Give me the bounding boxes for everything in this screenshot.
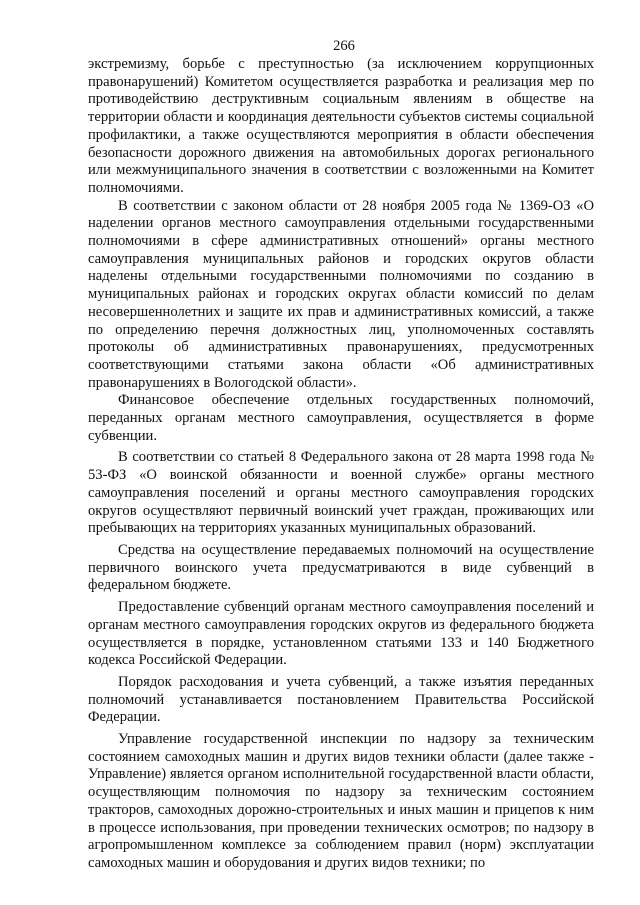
paragraph-4: В соответствии со статьей 8 Федерального закона от 28 марта 1998 года № 53-ФЗ «О воинской обязанности и военной службе» органы местного самоуправления поселений и органы местного самоуправления городских округов осуществляют первичный воинский учет граждан, проживающих или пребывающих на территориях указанных муниципальных образований. [88,449,594,537]
paragraph-8: Управление государственной инспекции по надзору за техническим состоянием самоходных машин и других видов техники области (далее также - Управление) является органом исполнительной государственной власти области, осуществляющим полномочия по надзору за техническим состоянием тракторов, самоходных дорожно-строительных и иных машин и прицепов к ним в процессе использования, при проведении технических осмотров; по надзору в агропромышленном комплексе за соблюдением правил (норм) эксплуатации самоходных машин и оборудования и других видов техники; по [88,731,594,871]
paragraph-6: Предоставление субвенций органам местного самоуправления поселений и органам местного самоуправления городских округов из федерального бюджета осуществляется в порядке, установленном статьями 133 и 140 Бюджетного кодекса Российской Федерации. [88,599,594,669]
paragraph-5: Средства на осуществление передаваемых полномочий на осуществление первичного воинского учета предусматриваются в виде субвенций в федеральном бюджете. [88,541,594,594]
paragraph-7: Порядок расходования и учета субвенций, а также изъятия переданных полномочий устанавливается постановлением Правительства Российской Федерации. [88,673,594,726]
paragraph-1: экстремизму, борьбе с преступностью (за исключением коррупционных правонарушений) Комитетом осуществляется разработка и реализация мер по противодействию деструктивным социальным явлениям в обществе на территории области и координация деятельности субъектов системы социальной профилактики, а также осуществляются мероприятия в области обеспечения безопасности дорожного движения на автомобильных дорогах регионального или межмуниципального значения в соответствии с возложенными на Комитет полномочиями. [88,56,594,196]
body-text [88,56,594,873]
page-number: 266 [333,38,355,54]
paragraph-3: Финансовое обеспечение отдельных государственных полномочий, переданных органам местного самоуправления, осуществляется в форме субвенции. [88,392,594,444]
paragraph-2: В соответствии с законом области от 28 ноября 2005 года № 1369-ОЗ «О наделении органов местного самоуправления отдельными государственными полномочиями в сфере административных отношений» органы местного самоуправления муниципальных районов и городских округов области наделены отдельными государственными полномочиями по созданию в муниципальных районах и городских округах области комиссий по делам несовершеннолетних и защите их прав и административных комиссий, а также по определению перечня должностных лиц, уполномоченных составлять протоколы об административных правонарушениях, предусмотренных соответствующими статьями закона области «Об административных правонарушениях в Вологодской области». [88,197,594,391]
